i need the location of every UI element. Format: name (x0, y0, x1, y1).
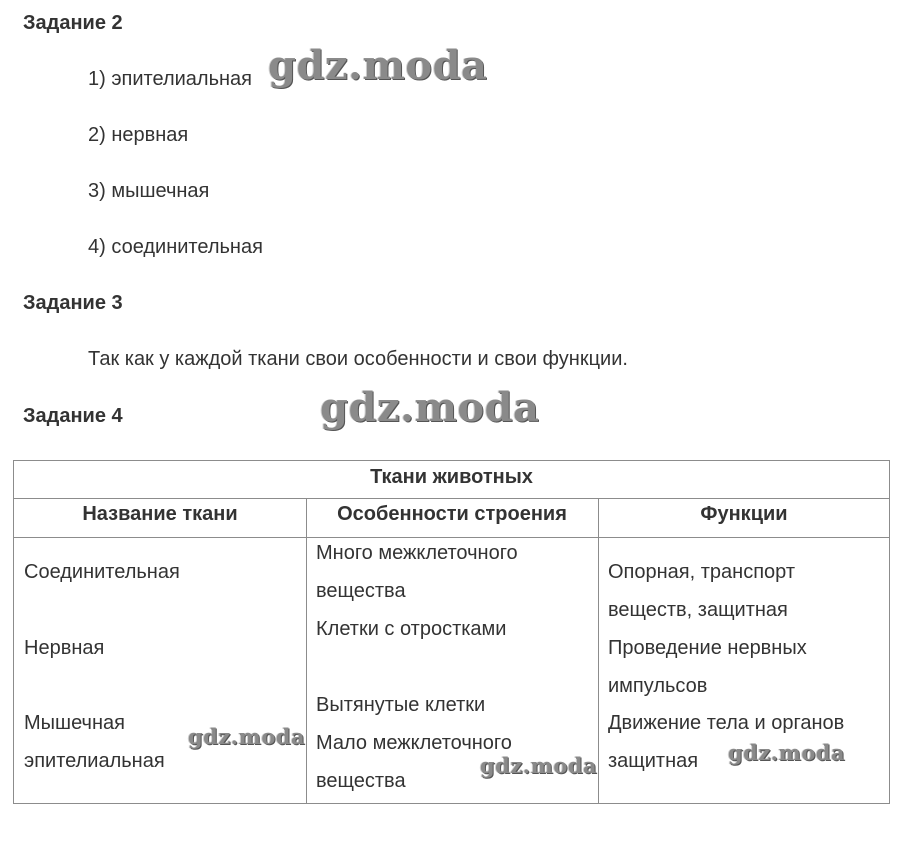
function-text: защитная (608, 750, 699, 772)
task2-item-2: 2) нервная (88, 124, 189, 146)
structure-text: Вытянутые клетки (316, 694, 486, 716)
function-text: веществ, защитная (608, 599, 788, 621)
tissue-name: Соединительная (24, 561, 180, 583)
task3-heading: Задание 3 (23, 292, 123, 314)
watermark-logo: gdz.moda (728, 740, 846, 765)
divider (14, 498, 889, 499)
watermark-logo: gdz.moda (188, 724, 306, 749)
task2-item-1: 1) эпителиальная (88, 68, 252, 90)
function-text: Движение тела и органов (608, 712, 845, 734)
task3-answer: Так как у каждой ткани свои особенности и свои функции. (88, 348, 628, 370)
tissue-name: эпителиальная (24, 750, 165, 772)
function-text: Опорная, транспорт (608, 561, 795, 583)
header-structure: Особенности строения (337, 503, 567, 525)
structure-text: Мало межклеточного (316, 732, 512, 754)
watermark-logo: gdz.moda (320, 384, 540, 431)
divider (14, 537, 889, 538)
structure-text: вещества (316, 770, 406, 792)
header-tissue-name: Название ткани (82, 503, 238, 525)
column-divider (598, 498, 599, 803)
table-title: Ткани животных (370, 466, 533, 488)
task2-item-4: 4) соединительная (88, 236, 263, 258)
structure-text: Много межклеточного (316, 542, 518, 564)
task4-heading: Задание 4 (23, 405, 123, 427)
header-functions: Функции (700, 503, 788, 525)
task2-heading: Задание 2 (23, 12, 123, 34)
task2-item-3: 3) мышечная (88, 180, 210, 202)
structure-text: Клетки с отростками (316, 618, 507, 640)
function-text: импульсов (608, 675, 708, 697)
watermark-logo: gdz.moda (480, 753, 598, 778)
watermark-logo: gdz.moda (268, 42, 488, 89)
tissue-name: Мышечная (24, 712, 125, 734)
structure-text: вещества (316, 580, 406, 602)
tissue-name: Нервная (24, 637, 105, 659)
function-text: Проведение нервных (608, 637, 807, 659)
column-divider (306, 498, 307, 803)
animal-tissues-table (13, 460, 890, 804)
